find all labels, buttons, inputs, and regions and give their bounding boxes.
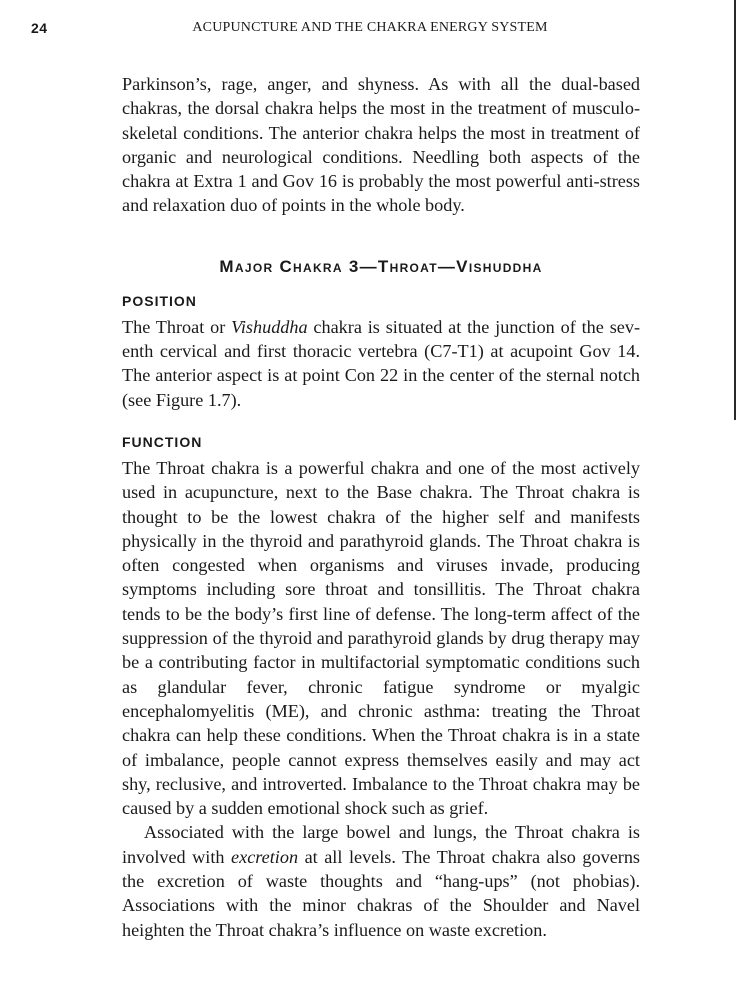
- position-heading: POSITION: [122, 292, 197, 309]
- page-edge-shadow: [734, 0, 736, 420]
- position-text-after: chakra is situated at the junction of the seventh cervical and first thoracic vertebra (C7-T1) at acupoint Gov 14. The anterior aspect is at point Con 22 in the center of the sternal notch (see Figure 1.7).: [122, 316, 640, 410]
- function-p2-before: Associated with the large bowel and lungs, the Throat chakra is involved with: [122, 822, 640, 867]
- function-p2-italic-term: excretion: [231, 846, 299, 867]
- function-p2-after: at all levels. The Throat chakra also governs the excretion of waste thoughts and “hang-ups” (not phobias). Associations with the minor chakras of the Shoulder and Navel heighten the Throat chakra’s influence on waste excretion.: [122, 846, 640, 940]
- section-title: Major Chakra 3—Throat—Vishuddha: [219, 256, 543, 276]
- position-italic-term: Vishuddha: [231, 316, 308, 337]
- function-heading: FUNCTION: [122, 433, 203, 450]
- running-head: ACUPUNCTURE AND THE CHAKRA ENERGY SYSTEM: [192, 20, 548, 35]
- page-content: [122, 72, 640, 942]
- intro-paragraph: Parkinson’s, rage, anger, and shyness. As with all the dual-based chakras, the dorsal chakra helps the most in the treatment of musculo-skeletal conditions. The anterior chakra helps the most in treatment of organic and neurological conditions. Needling both aspects of the chakra at Extra 1 and Gov 16 is probably the most powerful anti-stress and relaxation duo of points in the whole body.: [122, 74, 640, 216]
- function-paragraph-2: [122, 820, 640, 941]
- page-number: 24: [31, 20, 48, 36]
- position-paragraph: [122, 315, 640, 412]
- function-paragraph-1: The Throat chakra is a powerful chakra and one of the most actively used in acupuncture, next to the Base chakra. The Throat chakra is thought to be the lowest chakra of the higher self and manifests physically in the thyroid and parathyroid glands. The Throat chakra is often congested when organisms and viruses invade, producing symptoms including sore throat and tonsillitis. The Throat chakra tends to be the body’s first line of defense. The long-term affect of the suppression of the thyroid and parathyroid glands by drug therapy may be a contributing factor in multifactorial symptomatic conditions such as glandular fever, chronic fatigue syndrome or myalgic encephalomyelitis (ME), and chronic asthma: treating the Throat chakra can help these conditions. When the Throat chakra is in a state of imbalance, people cannot express themselves easily and may act shy, reclusive, and introverted. Imbalance to the Throat chakra may be caused by a sudden emotional shock such as grief.: [122, 457, 640, 819]
- position-text-before: The Throat or: [122, 316, 232, 337]
